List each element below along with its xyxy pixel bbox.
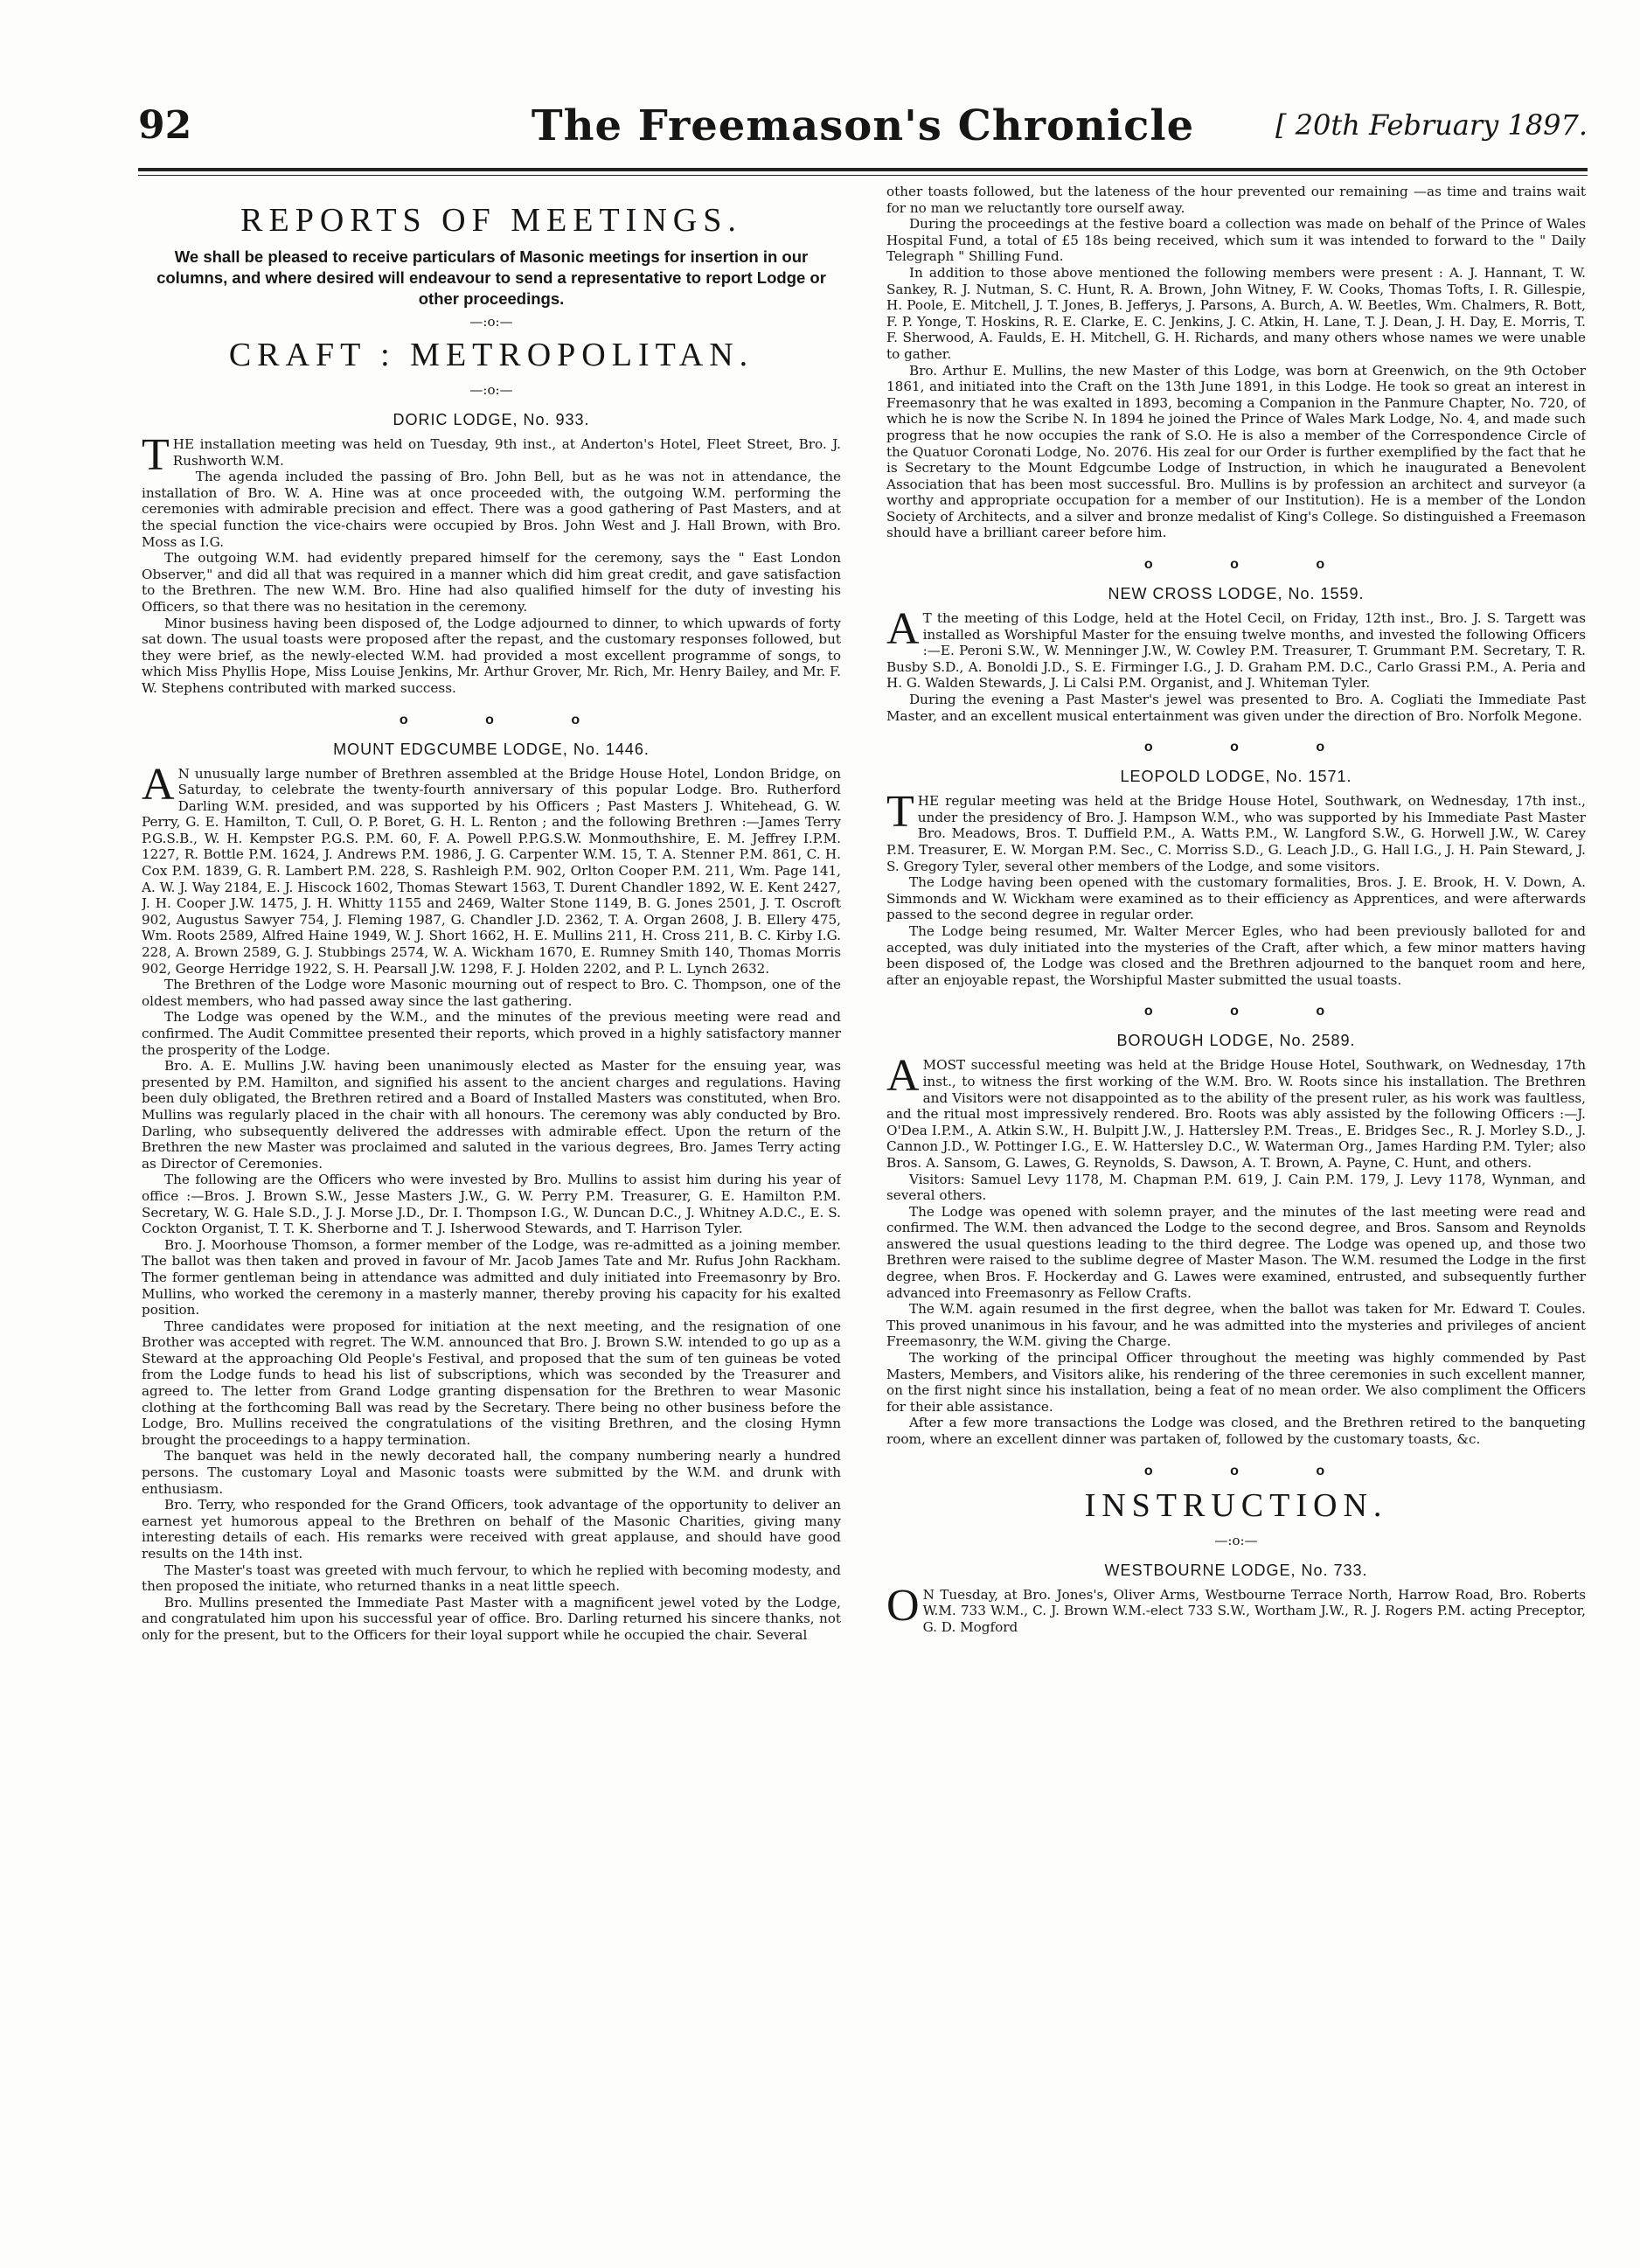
article-paragraph: In addition to those above mentioned the following members were present : A. J. Hannant, T. W. Sankey, R. J. Nutman, S. C. Hunt, R. A. Brown, John Witney, F. W. Cooks, Thomas Tofts, I. R. Gillespie, H. Poole, E. Mitchell, J. T. Jones, B. Jefferys, J. Parsons, A. Burch, A. W. Beetles, Wm. Chalmers, R. Bott, F. P. Yonge, T. Hoskins, R. E. Clarke, E. C. Jenkins, J. C. Atkin, H. Lane, T. J. Dean, J. H. Day, E. Morris, T. F. Sherwood, A. Faulds, E. H. Mitchell, G. H. Richards, and many others whose names we were unable to gather. [886,264,1586,362]
article-paragraph: The banquet was held in the newly decorated hall, the company numbering nearly a hundred persons. The customary Loyal and Masonic toasts were submitted by the W.M. and drunk with enthusiasm. [142,1448,841,1497]
article-paragraph: During the evening a Past Master's jewel was presented to Bro. A. Cogliati the Immediate Past Master, and an excellent musical entertainment was given under the direction of Bro. Norfolk Megone. [886,692,1586,724]
section-separator: o o o [399,712,617,727]
section-title-craft: CRAFT : METROPOLITAN. [228,337,754,373]
article-paragraph: Minor business having been disposed of, the Lodge adjourned to dinner, to which upwards of forty sat down. The usual toasts were proposed after the repast, and the customary responses followed, but they were brief, as the newly-elected W.M. had provided a most excellent programme of songs, to which Miss Phyllis Hope, Miss Louise Jenkins, Mr. Arthur Grover, Mr. Rich, Mr. Henry Bailey, and Mr. F. W. Stephens contributed with marked success. [142,615,841,696]
page-number: 92 [138,103,192,148]
article-paragraph: The Brethren of the Lodge wore Masonic mourning out of respect to Bro. C. Thompson, one of the oldest members, who had passed away since the last gathering. [142,977,841,1009]
issue-date: [ 20th February 1897. [1275,108,1588,142]
drop-capital: A [142,759,175,810]
article-paragraph: The working of the principal Officer throughout the meeting was highly commended by Past Masters, Members, and Visitors alike, his rendering of the three ceremonies in such excellent manner, on the first night since his installation, being a feat of no mean order. We also compliment the Officers for their able assistance. [886,1350,1586,1415]
article-paragraph: The following are the Officers who were invested by Bro. Mullins to assist him during his year of office :—Bros. J. Brown S.W., Jesse Masters J.W., G. W. Perry P.M. Treasurer, G. E. Hamilton P.M. Secretary, W. G. Hale S.D., J. J. Morse J.D., Dr. I. Thompson I.G., W. Duncan D.C., J. Whitney A.D.C., E. S. Cockton Organist, T. T. K. Sherborne and T. J. Isherwood Stewards, and T. Harrison Tyler. [142,1172,841,1237]
article-paragraph: THE installation meeting was held on Tuesday, 9th inst., at Anderton's Hotel, Fleet Street, Bro. J. Rushworth W.M. [142,430,841,480]
submission-notice: We shall be pleased to receive particulars of Masonic meetings for insertion in our columns, and where desired will endeavour to send a representative to report Lodge or other proceedings. [156,247,826,308]
lodge-title-new-cross: NEW CROSS LODGE, No. 1559. [1108,585,1365,603]
article-paragraph: Bro. Arthur E. Mullins, the new Master of this Lodge, was born at Greenwich, on the 9th October 1861, and initiated into the Craft on the 13th June 1891, in this Lodge. He took so great an interest in Freemasonry that he was exalted in 1893, becoming a Companion in the Panmure Chapter, No. 720, of which he is now the Scribe N. In 1894 he joined the Prince of Wales Mark Lodge, No. 4, and made such progress that he now occupies the rank of S.O. He is also a member of the Correspondence Circle of the Quatuor Coronati Lodge, No. 2076. His zeal for our Order is further exemplified by the fact that he is Secretary to the Mount Edgcumbe Lodge of Instruction, in which he inaugurated a Benevolent Association that has been most successful. Bro. Mullins is by profession an architect and surveyor (a worthy and appropriate occupation for a member of our Institution). He is a member of the London Society of Architects, and a silver and bronze medalist of King's College. So distinguished a Freemason should have a brilliant career before him. [886,362,1586,541]
ornament-divider: —:o:— [469,382,513,398]
section-separator: o o o [1143,1004,1362,1019]
article-paragraph: Visitors: Samuel Levy 1178, M. Chapman P.M. 619, J. Cain P.M. 179, J. Levy 1178, Wynman, and several others. [886,1171,1586,1204]
article-paragraph: O N Tuesday, at Bro. Jones's, Oliver Arms, Westbourne Terrace North, Harrow Road, Bro. Roberts W.M. 733 W.M., C. J. Brown W.M.-elect 733 S.W., Wortham J.W., R. J. Rogers P.M. acting Preceptor, G. D. Mogford [886,1580,1586,1635]
lodge-title-borough: BOROUGH LODGE, No. 2589. [1116,1032,1356,1050]
section-title-instruction: INSTRUCTION. [1084,1486,1388,1524]
drop-capital: A [886,604,920,655]
article-paragraph: A T the meeting of this Lodge, held at the Hotel Cecil, on Friday, 12th inst., Bro. J. S. Targett was installed as Worshipful Master for the ensuing twelve months, and invested the following Officers :—E. Peroni S.W., W. Menninger J.W., W. Cowley P.M. Treasurer, T. Grummant P.M. Secretary, T. R. Busby S.D., A. Bonoldi J.D., S. E. Firminger I.G., J. D. Graham P.M. D.C., Carlo Grassi P.M., A. Peria and H. G. Walden Stewards, J. Li Calsi P.M. Organist, and J. Whiteman Tyler. [886,604,1586,692]
article-paragraph: During the proceedings at the festive board a collection was made on behalf of the Prince of Wales Hospital Fund, a total of £5 18s being received, which sum it was intended to forward to the " Daily Telegraph " Shilling Fund. [886,216,1586,265]
article-paragraph: The Lodge being resumed, Mr. Walter Mercer Egles, who had been previously balloted for and accepted, was duly initiated into the mysteries of the Craft, after which, a few minor matters having been disposed of, the Lodge was closed and the Brethren adjourned to the banquet room and here, after an enjoyable repast, the Worshipful Master submitted the usual toasts. [886,922,1586,988]
ornament-divider: —:o:— [469,314,513,330]
article-paragraph: The Lodge having been opened with the customary formalities, Bros. J. E. Brook, H. V. Down, A. Simmonds and W. Wickham were examined as to their efficiency as Apprentices, and were afterwards passed to the second degree in regular order. [886,874,1586,923]
drop-capital: T [142,430,170,480]
lodge-title-leopold: LEOPOLD LODGE, No. 1571. [1120,768,1352,786]
article-paragraph: other toasts followed, but the lateness of the hour prevented our remaining —as time and trains wait for no man we reluctantly tore ourself away. [886,184,1586,216]
right-column [886,184,1586,2230]
article-paragraph: The Lodge was opened with solemn prayer, and the minutes of the last meeting were read and confirmed. The W.M. then advanced the Lodge to the second degree, and Bros. Sansom and Reynolds answered the usual questions leading to the third degree. The Lodge was opened up, and those two Brethren were raised to the sublime degree of Master Mason. The W.M. resumed the Lodge in the first degree, when Bros. F. Hockerday and G. Lawes were examined, entrusted, and subsequently further advanced into Freemasonry as Fellow Crafts. [886,1203,1586,1301]
article-paragraph: The outgoing W.M. had evidently prepared himself for the ceremony, says the " East London Observer," and did all that was required in a manner which did him great credit, and gave satisfaction to the Brethren. The new W.M. Bro. Hine had also qualified himself for the duty of investing his Officers, so that there was no hesitation in the ceremony. [142,550,841,615]
lodge-title-doric: DORIC LODGE, No. 933. [393,411,590,428]
drop-capital: O [886,1580,920,1631]
left-column [142,184,841,2230]
article-paragraph: Bro. Terry, who responded for the Grand Officers, took advantage of the opportunity to deliver an earnest yet humorous appeal to the Brethren on behalf of the Masonic Charities, giving many interesting details of each. His remarks were received with great applause, and should have good results on the 14th inst. [142,1497,841,1562]
article-paragraph: Three candidates were proposed for initiation at the next meeting, and the resignation of one Brother was accepted with regret. The W.M. announced that Bro. J. Brown S.W. intended to go up as a Steward at the approaching Old People's Festival, and proposed that the sum of ten guineas be voted from the Lodge funds to head his list of subscriptions, which was seconded by the Treasurer and agreed to. The letter from Grand Lodge granting dispensation for the Brethren to wear Masonic clothing at the forthcoming Ball was read by the Secretary. There being no other business before the Lodge, Bro. Mullins received the congratulations of the visiting Brethren, and the closing Hymn brought the proceedings to a happy termination. [142,1318,841,1448]
article-paragraph: Bro. J. Moorhouse Thomson, a former member of the Lodge, was re-admitted as a joining member. The ballot was then taken and proved in favour of Mr. Jacob James Tate and Mr. Rufus John Rackham. The former gentleman being in attendance was admitted and duly initiated into Freemasonry by Bro. Mullins, who worked the ceremony in a masterly manner, thereby proving his capacity for his exalted position. [142,1236,841,1318]
section-separator: o o o [1143,1463,1362,1478]
article-paragraph: Bro. A. E. Mullins J.W. having been unanimously elected as Master for the ensuing year, was presented by P.M. Hamilton, and signified his assent to the ancient charges and regulations. Having been duly obligated, the Brethren retired and a Board of Installed Masters was constituted, when Bro. Mullins was regularly placed in the chair with all honours. The ceremony was ably conducted by Bro. Darling, who subsequently delivered the addresses with admirable effect. Upon the return of the Brethren the new Master was proclaimed and saluted in the various degrees, Bro. James Terry acting as Director of Ceremonies. [142,1058,841,1172]
masthead-rule-thin [138,175,1588,176]
drop-capital: A [886,1051,920,1102]
article-paragraph: After a few more transactions the Lodge was closed, and the Brethren retired to the banqueting room, where an excellent dinner was partaken of, followed by the customary toasts, &c. [886,1415,1586,1447]
article-paragraph: AMOST successful meeting was held at the Bridge House Hotel, Southwark, on Wednesday, 17th inst., to witness the first working of the W.M. Bro. W. Roots since his installation. The Brethren and Visitors were not disappointed as to the ability of the present ruler, as his work was faultless, and the ritual most impressively rendered. Bro. Roots was ably assisted by the following Officers :—J. O'Dea I.P.M., A. Atkin S.W., H. Bulpitt J.W., J. Hattersley P.M. Treas., E. Bridges Sec., R. J. Morley S.D., J. Cannon J.D., W. Pottinger I.G., E. W. Hattersley D.C., W. Waterman Org., James Harding P.M. Tyler; also Bros. A. Sansom, G. Lawes, G. Reynolds, S. Dawson, A. T. Brown, A. Payne, C. Hunt, and others. [886,1051,1586,1171]
article-paragraph: Bro. Mullins presented the Immediate Past Master with a magnificent jewel voted by the Lodge, and congratulated him upon his successful year of office. Bro. Darling returned his sincere thanks, not only for the present, but to the Officers for their loyal support while he occupied the chair. Several [142,1594,841,1643]
article-paragraph: The Lodge was opened by the W.M., and the minutes of the previous meeting were read and confirmed. The Audit Committee presented their reports, which proved in a highly satisfactory manner the prosperity of the Lodge. [142,1009,841,1058]
article-paragraph: THE regular meeting was held at the Bridge House Hotel, Southwark, on Wednesday, 17th inst., under the presidency of Bro. J. Hampson W.M., who was supported by his Immediate Past Master Bro. Meadows, Bros. T. Duffield P.M., A. Watts P.M., W. Langford S.W., G. Horwell J.W., W. Carey P.M. Treasurer, E. W. Morgan P.M. Sec., C. Morriss S.D., G. Leach J.D., G. Hall I.G., J. H. Pain Steward, J. S. Gregory Tyler, several other members of the Lodge, and some visitors. [886,787,1586,874]
masthead-rule [138,168,1588,171]
paper-title: The Freemason's Chronicle [531,101,1195,150]
article-paragraph: The W.M. again resumed in the first degree, when the ballot was taken for Mr. Edward T. Coules. This proved unanimous in his favour, and he was admitted into the mysteries and privileges of ancient Freemasonry, the W.M. giving the Charge. [886,1301,1586,1350]
lodge-title-westbourne: WESTBOURNE LODGE, No. 733. [1104,1561,1368,1579]
drop-capital: T [886,787,914,838]
section-separator: o o o [1143,557,1362,573]
article-paragraph: A N unusually large number of Brethren assembled at the Bridge House Hotel, London Bridge, on Saturday, to celebrate the twenty-fourth anniversary of this popular Lodge. Bro. Rutherford Darling W.M. presided, and was supported by his Officers ; Past Masters J. Whitehead, G. W. Perry, G. E. Hamilton, T. Cull, O. P. Boret, G. H. L. Renton ; and the following Brethren :—James Terry P.G.S.B., W. H. Kempster P.G.S. P.M. 60, F. A. Powell P.P.G.S.W. Monmouthshire, E. M. Jeffrey I.P.M. 1227, R. Bottle P.M. 1624, J. Andrews P.M. 1986, J. G. Carpenter W.M. 15, T. A. Stenner P.M. 861, C. H. Cox P.M. 1839, G. R. Lambert P.M. 228, S. Rashleigh P.M. 902, Orlton Cooper P.M. 211, Wm. Page 141, A. W. J. Way 2184, E. J. Hiscock 1602, Thomas Stewart 1563, T. Durent Chandler 1892, W. E. Kent 2427, J. H. Cooper J.W. 1475, J. H. Whitty 1155 and 2469, Walter Stone 1149, B. G. Jones 2501, J. T. Oscroft 902, Augustus Sawyer 754, J. Fleming 1987, G. Chandler J.D. 2362, T. A. Organ 2608, J. B. Ellery 475, Wm. Roots 2589, Alfred Haine 1949, W. J. Short 1662, H. E. Mullins 211, H. Cross 211, B. C. Kirby I.G. 228, A. Brown 2589, G. J. Stubbings 2574, W. A. Wickham 1670, E. Rumney Smith 140, Thomas Morris 902, George Herridge 1922, S. H. Pearsall J.W. 1298, F. J. Holden 2202, and P. L. Lynch 2632. [142,759,841,977]
article-paragraph: The agenda included the passing of Bro. John Bell, but as he was not in attendance, the installation of Bro. W. A. Hine was at once proceeded with, the outgoing W.M. performing the ceremonies with admirable precision and effect. There was a good gathering of Past Masters, and at the special function the vice-chairs were occupied by Bros. John West and J. Hall Brown, with Bro. Moss as I.G. [142,469,841,550]
masthead [138,103,1588,168]
ornament-divider: —:o:— [1214,1532,1258,1548]
lodge-title-mount-edgcumbe: MOUNT EDGCUMBE LODGE, No. 1446. [333,740,650,758]
article-paragraph: The Master's toast was greeted with much fervour, to which he replied with becoming modesty, and then proposed the initiate, who returned thanks in a neat little speech. [142,1562,841,1595]
section-separator: o o o [1143,740,1362,755]
section-title-reports: REPORTS OF MEETINGS. [240,202,742,239]
